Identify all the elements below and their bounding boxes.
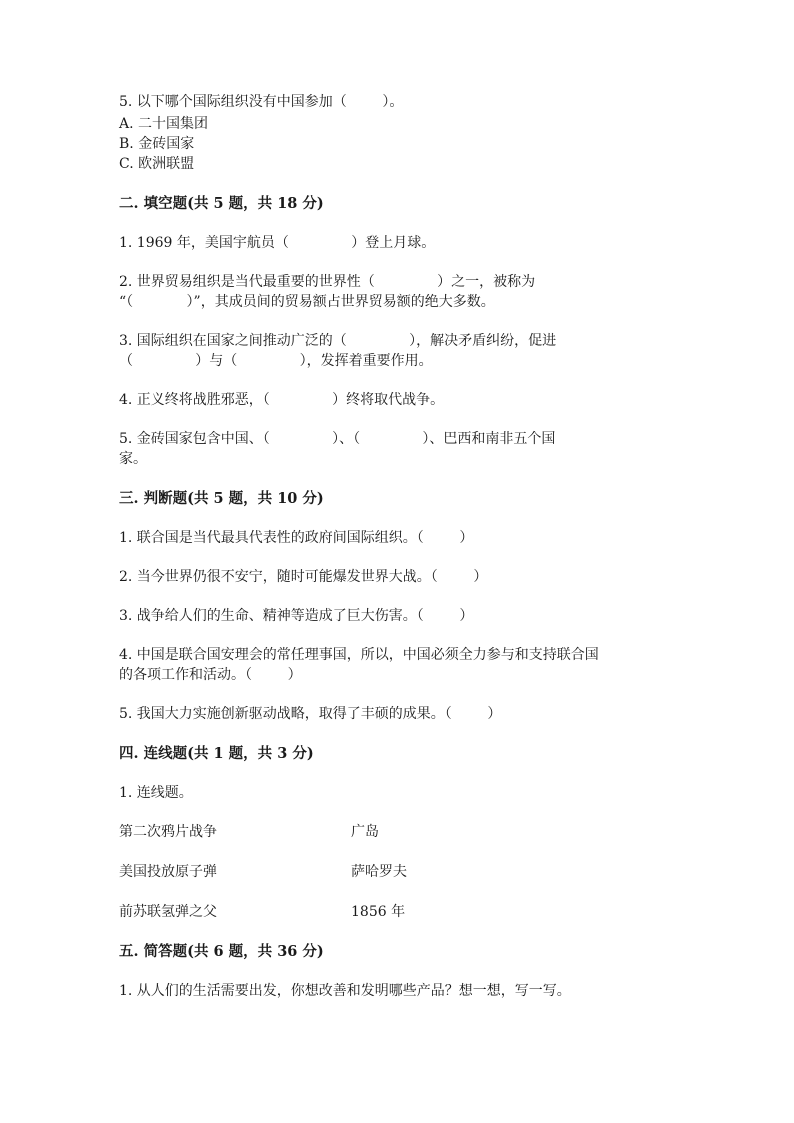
- question-line: 2. 当今世界仍很不安宁，随时可能爆发世界大战。（ ）: [119, 569, 488, 585]
- question-line: 的各项工作和活动。（ ）: [119, 667, 302, 683]
- judge-question-5: [119, 704, 679, 724]
- question-line: 4. 正义终将战胜邪恶，（ ）终将取代战争。: [119, 392, 445, 408]
- judge-question-3: [119, 606, 679, 626]
- question-line: 3. 国际组织在国家之间推动广泛的（ ），解决矛盾纠纷，促进: [119, 333, 557, 349]
- match-row: [119, 862, 679, 882]
- exam-page: [119, 92, 679, 1020]
- question-line: 5. 金砖国家包含中国、（ ）、（ ）、巴西和南非五个国: [119, 431, 556, 447]
- mc-question-5: [119, 92, 679, 174]
- section-heading-judge: 三. 判断题(共 5 题，共 10 分): [119, 490, 324, 507]
- question-line: 1. 连线题。: [119, 785, 193, 801]
- fill-question-5: [119, 429, 679, 469]
- question-line: 家。: [119, 451, 147, 467]
- question-line: 1. 联合国是当代最具代表性的政府间国际组织。（ ）: [119, 530, 474, 546]
- match-left-item: 前苏联氢弹之父: [119, 904, 217, 920]
- match-prompt: [119, 783, 679, 803]
- question-line: “（ ）”，其成员间的贸易额占世界贸易额的绝大多数。: [119, 294, 495, 310]
- section-heading-short: 五. 简答题(共 6 题，共 36 分): [119, 943, 324, 960]
- question-stem: 5. 以下哪个国际组织没有中国参加（ ）。: [119, 94, 404, 110]
- question-line: 5. 我国大力实施创新驱动战略，取得了丰硕的成果。（ ）: [119, 706, 502, 722]
- question-line: （ ）与（ ），发挥着重要作用。: [119, 353, 433, 369]
- match-left-item: 美国投放原子弹: [119, 864, 217, 880]
- match-right-item: 1856 年: [351, 904, 406, 920]
- question-line: 1. 1969 年，美国宇航员（ ）登上月球。: [119, 235, 436, 251]
- match-right-item: 广岛: [351, 824, 379, 840]
- match-left-item: 第二次鸦片战争: [119, 824, 217, 840]
- judge-question-2: [119, 567, 679, 587]
- fill-question-4: [119, 390, 679, 410]
- match-right-item: 萨哈罗夫: [351, 864, 407, 880]
- judge-question-1: [119, 528, 679, 548]
- fill-question-2: [119, 272, 679, 312]
- match-row: [119, 902, 679, 922]
- question-line: 3. 战争给人们的生命、精神等造成了巨大伤害。（ ）: [119, 608, 474, 624]
- short-question-1: [119, 981, 679, 1001]
- fill-question-3: [119, 331, 679, 371]
- option-c: C. 欧洲联盟: [119, 156, 195, 172]
- question-line: 4. 中国是联合国安理会的常任理事国，所以，中国必须全力参与和支持联合国: [119, 647, 599, 663]
- question-line: 2. 世界贸易组织是当代最重要的世界性（ ）之一，被称为: [119, 274, 536, 290]
- option-b: B. 金砖国家: [119, 136, 195, 152]
- section-heading-fill: 二. 填空题(共 5 题，共 18 分): [119, 195, 324, 212]
- question-line: 1. 从人们的生活需要出发，你想改善和发明哪些产品？想一想，写一写。: [119, 983, 571, 999]
- option-a: A. 二十国集团: [119, 116, 209, 132]
- section-heading-match: 四. 连线题(共 1 题，共 3 分): [119, 745, 314, 762]
- fill-question-1: [119, 233, 679, 253]
- match-row: [119, 822, 679, 842]
- judge-question-4: [119, 645, 679, 685]
